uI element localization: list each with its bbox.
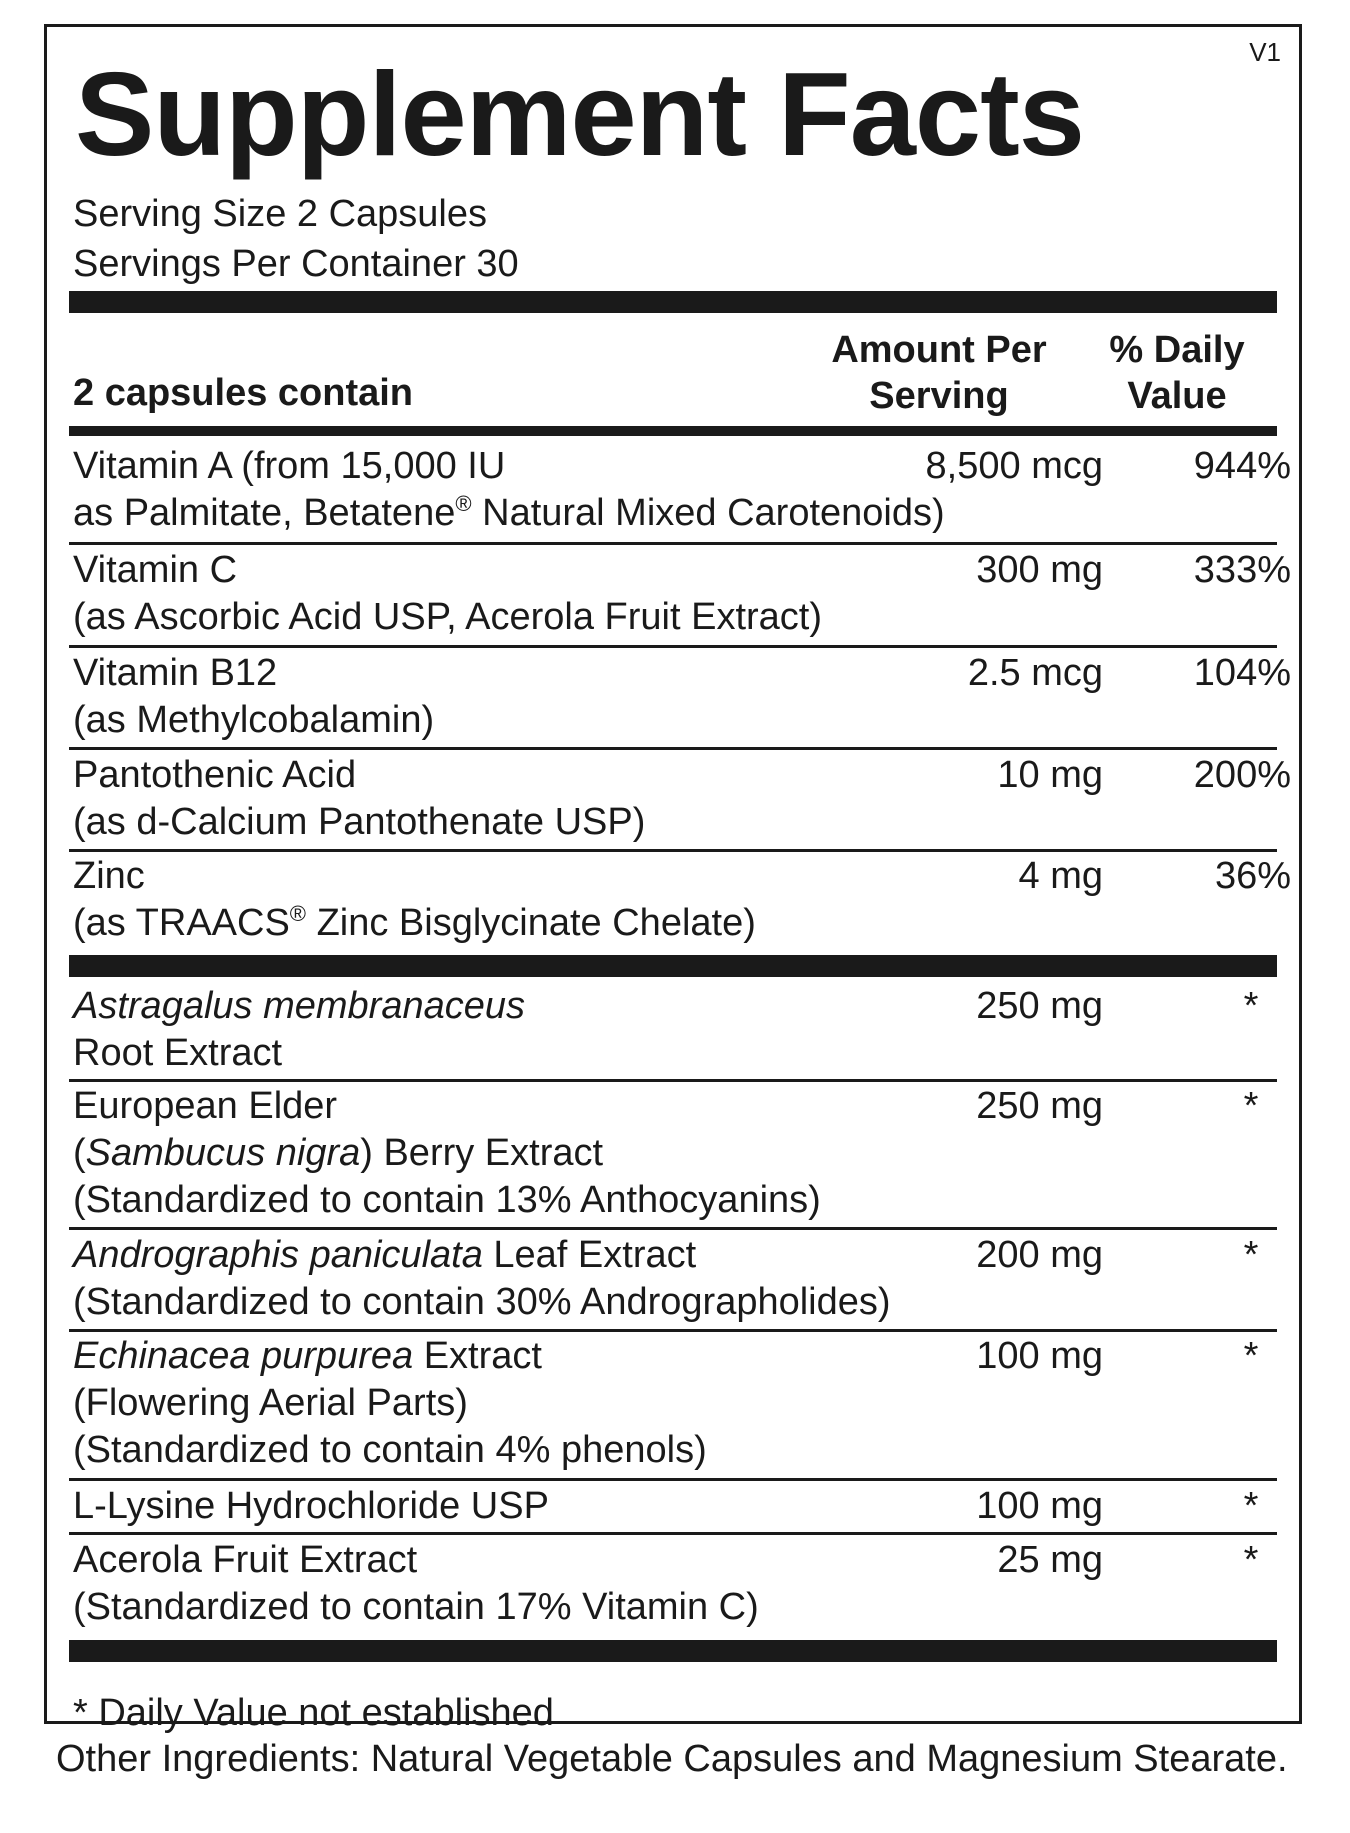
- header-amount: [779, 327, 1099, 419]
- header-dv-line1: % Daily: [1109, 329, 1245, 371]
- other-ingredients: Other Ingredients: Natural Vegetable Capsules and Magnesium Stearate.: [56, 1738, 1288, 1780]
- daily-value-footnote: * Daily Value not established: [73, 1692, 554, 1734]
- nutrient-dv: 944%: [1193, 445, 1291, 487]
- nutrient-dv: 36%: [1214, 855, 1291, 897]
- header-divider: [69, 426, 1277, 436]
- row-divider: [69, 1478, 1277, 1481]
- supplement-facts-panel: [44, 24, 1302, 1734]
- ingredient-amount: 25 mg: [997, 1539, 1103, 1581]
- row-divider: [69, 645, 1277, 648]
- ingredient-name: Acerola Fruit Extract (Standardized to contain 17% Vitamin C): [73, 1539, 759, 1628]
- nutrient-dv: 200%: [1193, 754, 1291, 796]
- registered-mark: ®: [289, 901, 307, 926]
- row-divider: [69, 1532, 1277, 1535]
- nutrient-name: Vitamin C (as Ascorbic Acid USP, Acerola Fruit Extract): [73, 549, 823, 638]
- ingredient-dv: *: [1243, 1485, 1259, 1527]
- row-divider: [69, 849, 1277, 852]
- thick-divider: [69, 291, 1277, 313]
- servings-per-container: Servings Per Container 30: [73, 243, 519, 285]
- ingredient-amount: 250 mg: [976, 1085, 1103, 1127]
- ingredient-dv: *: [1243, 1234, 1259, 1276]
- ingredient-amount: 250 mg: [976, 985, 1103, 1027]
- ingredient-name: Andrographis paniculata Leaf Extract (Standardized to contain 30% Andrographolides): [73, 1234, 891, 1323]
- ingredient-name: European Elder (Sambucus nigra) Berry Extract (Standardized to contain 13% Anthocyanins): [73, 1085, 821, 1221]
- nutrient-amount: 300 mg: [976, 549, 1103, 591]
- ingredient-dv: *: [1243, 1335, 1259, 1377]
- header-amount-line2: Serving: [869, 375, 1009, 417]
- ingredient-dv: *: [1243, 1539, 1259, 1581]
- serving-size: Serving Size 2 Capsules: [73, 193, 487, 235]
- header-serving-label: 2 capsules contain: [73, 372, 414, 414]
- version-tag: V1: [1249, 37, 1281, 67]
- nutrient-amount: 2.5 mcg: [967, 652, 1103, 694]
- header-amount-line1: Amount Per: [831, 329, 1047, 371]
- row-divider: [69, 1329, 1277, 1332]
- nutrient-amount: 8,500 mcg: [925, 445, 1103, 487]
- ingredient-name: Astragalus membranaceus Root Extract: [73, 985, 525, 1074]
- nutrient-amount: 10 mg: [997, 754, 1103, 796]
- row-divider: [69, 1079, 1277, 1082]
- row-divider: [69, 1227, 1277, 1230]
- nutrient-dv: 104%: [1193, 652, 1291, 694]
- nutrient-name: Vitamin A (from 15,000 IU as Palmitate, Betatene® Natural Mixed Carotenoids): [73, 445, 945, 534]
- ingredient-dv: *: [1243, 985, 1259, 1027]
- nutrient-dv: 333%: [1193, 549, 1291, 591]
- ingredient-dv: *: [1243, 1085, 1259, 1127]
- row-divider: [69, 542, 1277, 545]
- ingredient-amount: 200 mg: [976, 1234, 1103, 1276]
- registered-mark: ®: [455, 491, 472, 516]
- ingredient-name: Echinacea purpurea Extract (Flowering Aerial Parts) (Standardized to contain 4% phenols): [73, 1335, 707, 1471]
- thick-divider: [69, 955, 1277, 977]
- header-dv-line2: Value: [1127, 375, 1227, 417]
- panel-title: Supplement Facts: [75, 48, 1084, 181]
- ingredient-amount: 100 mg: [976, 1335, 1103, 1377]
- nutrient-name: Pantothenic Acid (as d-Calcium Pantothenate USP): [73, 754, 646, 843]
- ingredient-amount: 100 mg: [976, 1485, 1103, 1527]
- thick-divider: [69, 1640, 1277, 1662]
- nutrient-name: Vitamin B12 (as Methylcobalamin): [73, 652, 435, 741]
- ingredient-name: L-Lysine Hydrochloride USP: [73, 1485, 549, 1527]
- serving-info: [73, 189, 519, 289]
- header-daily-value: [1067, 327, 1287, 419]
- nutrient-name: Zinc (as TRAACS® Zinc Bisglycinate Chelate): [73, 855, 756, 944]
- row-divider: [69, 747, 1277, 750]
- nutrient-amount: 4 mg: [1018, 855, 1103, 897]
